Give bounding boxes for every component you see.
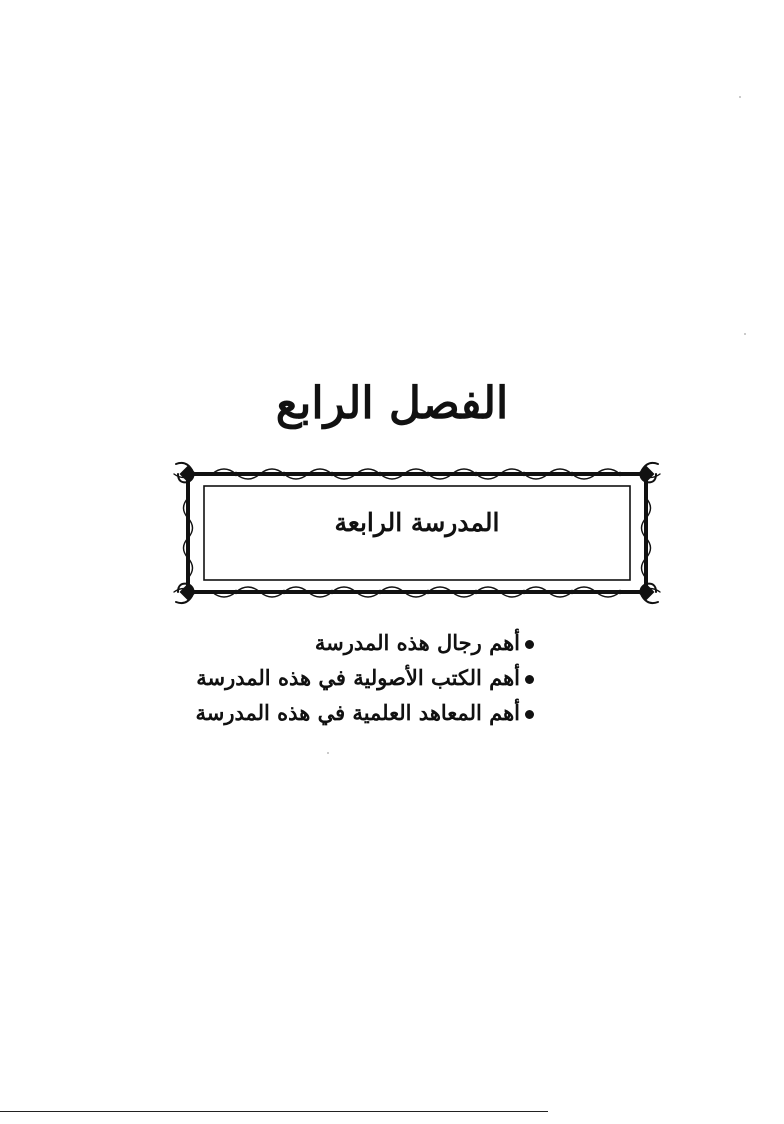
scan-speck: [327, 752, 329, 754]
list-item: [195, 695, 534, 730]
topic-label: أهم الكتب الأصولية في هذه المدرسة: [196, 665, 520, 690]
section-title: المدرسة الرابعة: [334, 508, 500, 537]
topic-list: [195, 625, 534, 730]
topic-label: أهم المعاهد العلمية في هذه المدرسة: [195, 700, 520, 725]
bullet-icon: [525, 710, 534, 719]
list-item: [214, 625, 534, 660]
chapter-title: الفصل الرابع: [275, 378, 509, 429]
footer-rule: [0, 1111, 548, 1112]
topic-label: أهم رجال هذه المدرسة: [314, 630, 520, 655]
bullet-icon: [525, 640, 534, 649]
bullet-icon: [525, 675, 534, 684]
scan-speck: [744, 333, 746, 335]
ornamental-frame: [172, 458, 662, 608]
list-item: [196, 660, 534, 695]
scan-speck: [739, 96, 741, 98]
